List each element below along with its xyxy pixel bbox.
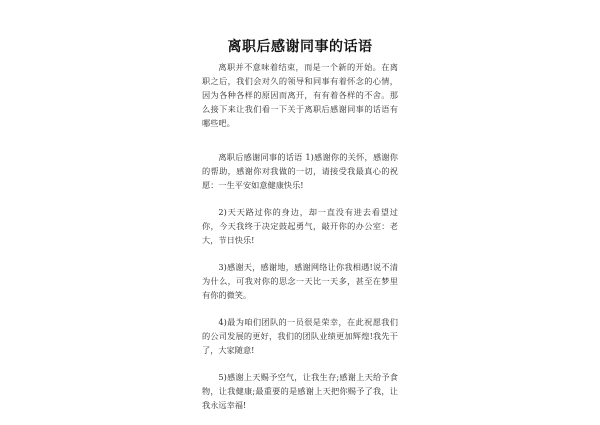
paragraph-4: 4)最为咱们团队的一员很是荣幸，在此祝愿我们的公司发展的更好，我们的团队业绩更加辉煌!我先干了，大家随意! [202,317,398,355]
paragraph-1: 离职后感谢同事的话语 1)感谢你的关怀，感谢你的帮助，感谢你对我做的一切，请接受我最真心的祝愿：一生平安如意健康快乐! [202,152,398,190]
page-title: 离职后感谢同事的话语 [227,39,373,55]
article-body [202,60,398,425]
intro-paragraph: 离职并不意味着结束，而是一个新的开始。在离职之后，我们会对久的领导和同事有着怀念的心情，因为各种各样的原因而离开，有有着各样的不舍。那么接下来让我们看一下关于离职后感谢同事的话语有哪些吧。 [202,62,398,128]
paragraph-3: 3)感谢天，感谢地，感谢网络让你我相遇!说不清为什么，可我对你的思念一天比一天多，甚至在梦里有你的微笑。 [202,262,398,300]
paragraph-5: 5)感谢上天赐予空气，让我生存;感谢上天给予食物，让我健康;最重要的是感谢上天把你赐予了我，让我永远幸福! [202,372,398,410]
paragraph-2: 2)天天路过你的身边，却一直没有进去看望过你，今天我终于决定鼓起勇气，敲开你的办公室：老大，节日快乐! [202,207,398,245]
